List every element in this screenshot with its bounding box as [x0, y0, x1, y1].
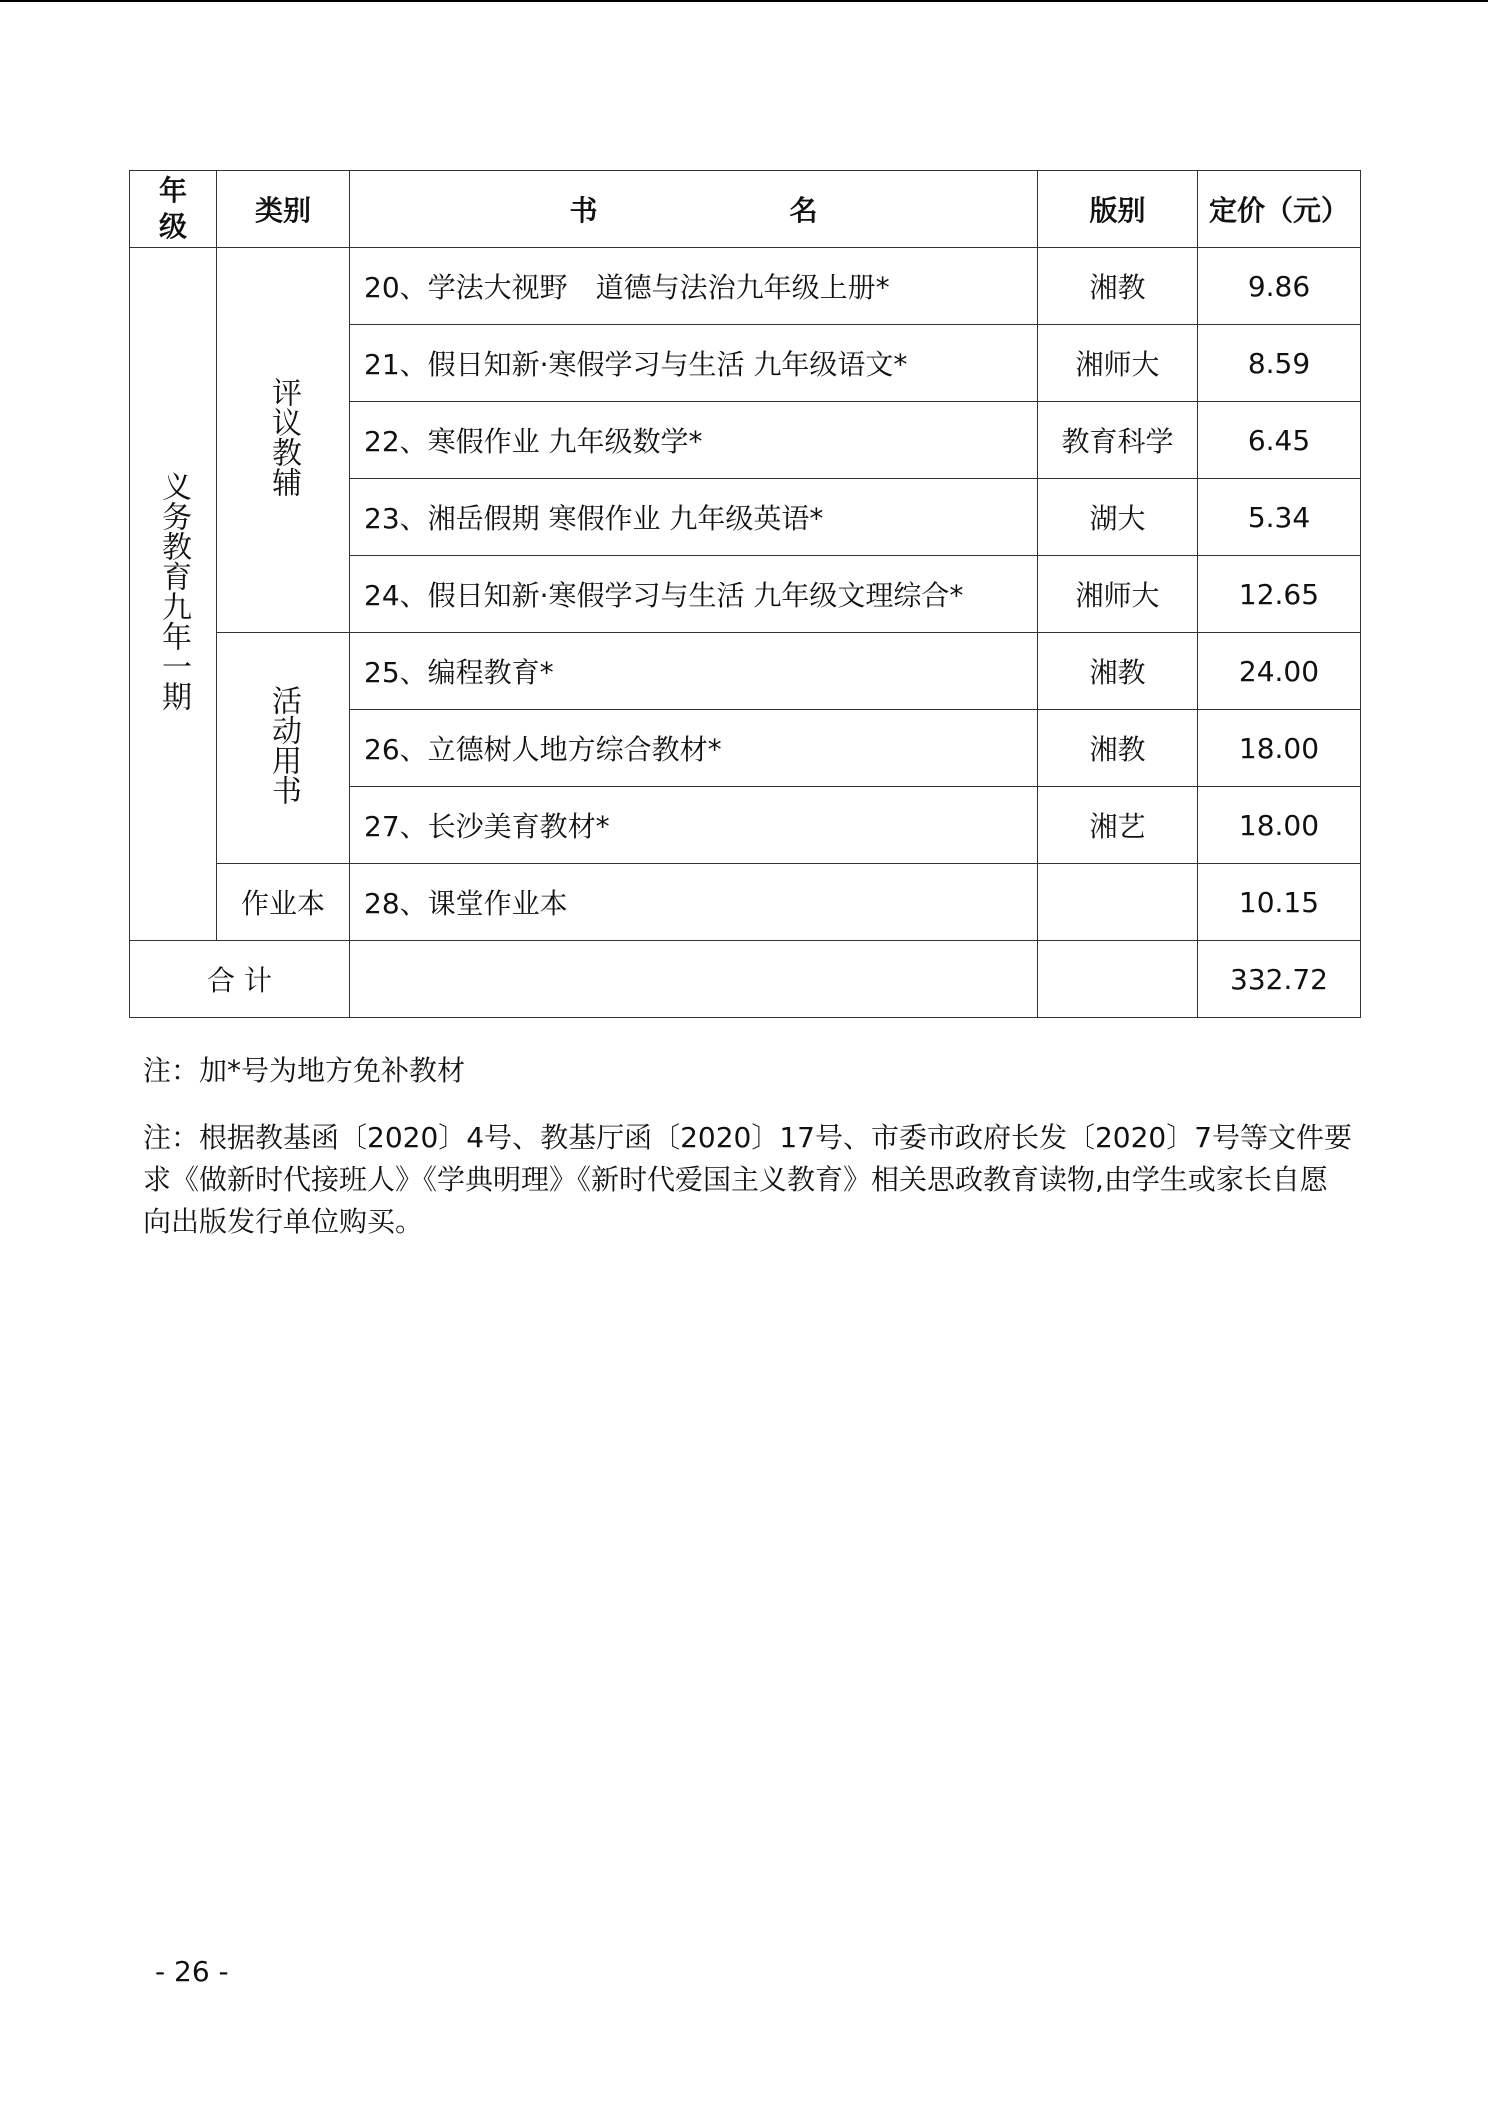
- total-label: 合 计: [130, 941, 350, 1018]
- grade-cell: [130, 248, 217, 941]
- book-title: 21、假日知新·寒假学习与生活 九年级语文*: [350, 325, 1038, 402]
- total-empty-edition: [1038, 941, 1198, 1018]
- header-price: 定价（元）: [1198, 171, 1361, 248]
- book-edition: 教育科学: [1038, 402, 1198, 479]
- book-price: 9.86: [1198, 248, 1361, 325]
- book-title: 20、学法大视野 道德与法治九年级上册*: [350, 248, 1038, 325]
- book-title: 26、立德树人地方综合教材*: [350, 710, 1038, 787]
- category-cell-activity: [217, 633, 350, 864]
- book-edition: 湘教: [1038, 633, 1198, 710]
- header-edition: 版别: [1038, 171, 1198, 248]
- total-empty-title: [350, 941, 1038, 1018]
- book-edition: 湘师大: [1038, 556, 1198, 633]
- book-title: 25、编程教育*: [350, 633, 1038, 710]
- book-title: 22、寒假作业 九年级数学*: [350, 402, 1038, 479]
- book-title: 24、假日知新·寒假学习与生活 九年级文理综合*: [350, 556, 1038, 633]
- note-local-textbooks: 注：加*号为地方免补教材: [143, 1054, 466, 1087]
- book-title: 23、湘岳假期 寒假作业 九年级英语*: [350, 479, 1038, 556]
- book-edition: 湘教: [1038, 710, 1198, 787]
- total-row: [130, 941, 1361, 1018]
- table-row: [130, 633, 1361, 710]
- book-edition: [1038, 864, 1198, 941]
- book-edition: 湘师大: [1038, 325, 1198, 402]
- category-cell-homework: 作业本: [217, 864, 350, 941]
- table-header-row: [130, 171, 1361, 248]
- book-edition: 湘教: [1038, 248, 1198, 325]
- category-review-label: 评议教辅: [266, 376, 301, 497]
- book-title: 28、课堂作业本: [350, 864, 1038, 941]
- table-row: [130, 864, 1361, 941]
- book-price: 24.00: [1198, 633, 1361, 710]
- grade-label: 义务教育九年一期: [156, 470, 191, 711]
- header-grade: 年 级: [130, 171, 217, 248]
- book-title: 27、长沙美育教材*: [350, 787, 1038, 864]
- table-row: [130, 248, 1361, 325]
- textbook-price-table: [129, 170, 1361, 1018]
- book-price: 18.00: [1198, 787, 1361, 864]
- top-border-line: [0, 0, 1488, 2]
- category-cell-review: [217, 248, 350, 633]
- header-category: 类别: [217, 171, 350, 248]
- book-price: 18.00: [1198, 710, 1361, 787]
- page-number: - 26 -: [155, 1955, 229, 1988]
- book-price: 6.45: [1198, 402, 1361, 479]
- header-title: 书 名: [350, 171, 1038, 248]
- note-ideological-readings: 注：根据教基函〔2020〕4号、教基厅函〔2020〕17号、市委市政府长发〔2020〕7号等文件要求《做新时代接班人》《学典明理》《新时代爱国主义教育》相关思政教育读物,由学生或家长自愿向出版发行单位购买。: [143, 1121, 1353, 1238]
- book-edition: 湘艺: [1038, 787, 1198, 864]
- book-price: 12.65: [1198, 556, 1361, 633]
- total-value: 332.72: [1198, 941, 1361, 1018]
- book-price: 8.59: [1198, 325, 1361, 402]
- book-price: 5.34: [1198, 479, 1361, 556]
- category-activity-label: 活动用书: [266, 684, 301, 805]
- book-price: 10.15: [1198, 864, 1361, 941]
- book-edition: 湖大: [1038, 479, 1198, 556]
